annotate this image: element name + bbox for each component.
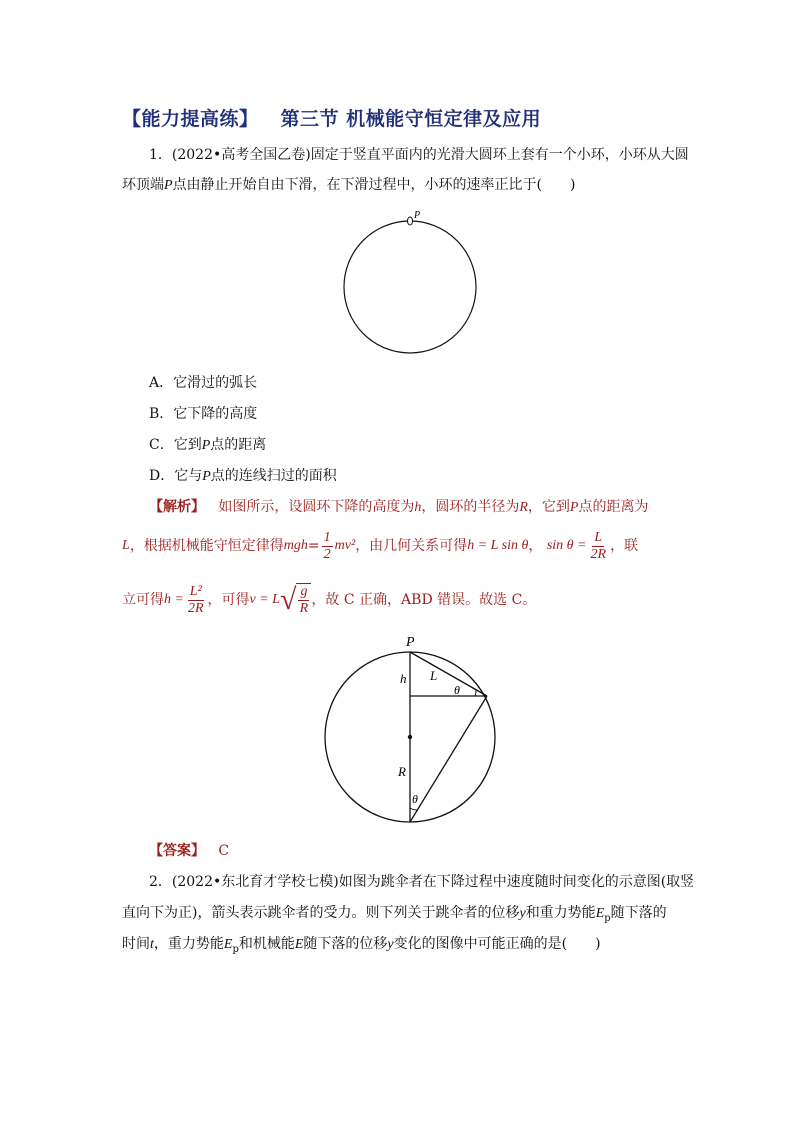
chord-l (410, 652, 487, 696)
option-c: C．它到P点的距离 (149, 437, 267, 453)
large-ring (344, 221, 476, 353)
answer-tag: 【答案】 (149, 843, 205, 859)
label-h: h (400, 671, 407, 686)
angle-arc-bottom (410, 808, 417, 810)
option-b: B．它下降的高度 (149, 406, 258, 422)
q1-geometry-figure (318, 628, 498, 828)
center-dot (408, 735, 412, 739)
fraction-l-over-2r: $\frac{L}{2R}$ (590, 529, 607, 562)
page-title (122, 104, 541, 131)
q2-line-3: 时间t，重力势能$E_p$和机械能E随下落的位移y变化的图像中可能正确的是( ) (122, 936, 601, 955)
analysis-line-1: 【解析】 如图所示，设圆环下降的高度为h，圆环的半径为R，它到P点的距离为 (149, 499, 649, 515)
analysis-tag: 【解析】 (149, 499, 205, 515)
fraction-l2-over-2r: $\frac{\text{L²}}{2R}$ (187, 583, 204, 616)
analysis-line-2: L ，根据机械能守恒定律得 mgh = $\frac{1}{2}$ mv² ，由几何关系可得 h = L sin θ ， sin θ = $\frac{L}{2R}$ ，联 (122, 529, 639, 562)
q1-line-2: 环顶端P点由静止开始自由下滑，在下滑过程中，小环的速率正比于( ) (122, 177, 576, 193)
title-section: 第三节 机械能守恒定律及应用 (280, 108, 542, 130)
angle-arc-top (475, 690, 476, 696)
label-p: P (406, 635, 415, 650)
label-theta-top: θ (454, 683, 460, 697)
q1-circle-figure (336, 204, 486, 356)
answer-line (149, 841, 229, 861)
sqrt-g-over-r: √ g R (280, 583, 311, 617)
q2-line-1: 2．(2022•东北育才学校七模)如图为跳伞者在下降过程中速度随时间变化的示意图(取竖 (149, 874, 695, 890)
option-d: D．它与P点的连线扫过的面积 (149, 468, 337, 484)
label-theta-bottom: θ (412, 792, 418, 806)
option-a: A．它滑过的弧长 (149, 375, 258, 391)
title-bracket: 【能力提高练】 (122, 108, 259, 130)
figure-label-p: P (414, 210, 421, 221)
q1-line-1: 1．(2022•高考全国乙卷)固定于竖直平面内的光滑大圆环上套有一个小环，小环从大圆 (149, 147, 689, 163)
label-r: R (398, 764, 406, 779)
fraction-half: $\frac{1}{2}$ (323, 529, 331, 562)
chord-bottom (410, 696, 487, 822)
analysis-line-3: 立可得 h = $\frac{\text{L²}}{2R}$ ，可得 v = L √ g R ，故 C 正确，ABD 错误。故选 C。 (122, 583, 537, 616)
answer-value: C (218, 843, 230, 859)
small-ring (408, 217, 413, 225)
label-l: L (430, 668, 438, 683)
q2-line-2: 直向下为正)，箭头表示跳伞者的受力。则下列关于跳伞者的位移y和重力势能$E_p$随下落的 (122, 905, 667, 924)
